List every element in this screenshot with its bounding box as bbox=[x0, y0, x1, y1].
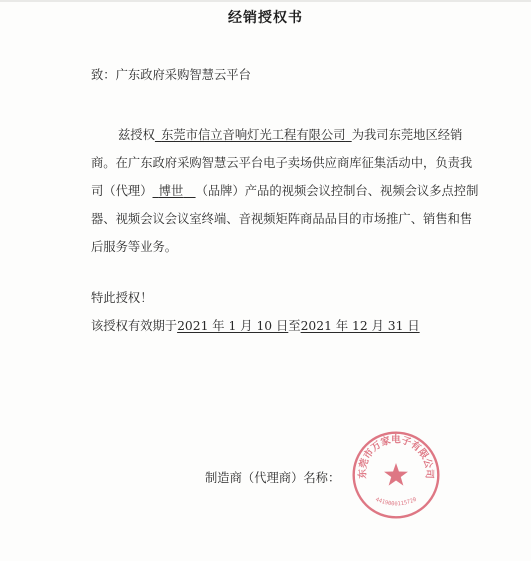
agent-prefix: 司（代理） bbox=[91, 184, 153, 198]
product-scope: （品牌）产品的视频会议控制台、视频会议多点控制 bbox=[195, 184, 479, 198]
grant-suffix: 为我司东莞地区经销 bbox=[351, 128, 463, 142]
recipient-line: 致：广东政府采购智慧云平台 bbox=[91, 68, 251, 82]
validity-line bbox=[91, 318, 420, 334]
paragraph-line-1 bbox=[118, 127, 462, 143]
closing-line: 特此授权！ bbox=[91, 291, 153, 305]
paragraph-line-5: 后服务等业务。 bbox=[91, 240, 178, 254]
authorized-company: 东莞市信立音响灯光工程有限公司 bbox=[161, 128, 346, 142]
seal-star-icon bbox=[384, 463, 408, 486]
signature-label: 制造商（代理商）名称： bbox=[205, 471, 341, 485]
company-seal bbox=[350, 429, 442, 521]
grant-prefix: 兹授权 bbox=[118, 128, 155, 142]
seal-ring-text: 东莞市万家电子有限公司 bbox=[357, 434, 435, 479]
paragraph-line-4: 器、视频会议会议室终端、音视频矩阵商品品目的市场推广、销售和售 bbox=[91, 212, 473, 226]
document-title: 经销授权书 bbox=[228, 10, 303, 26]
page-edge bbox=[0, 0, 531, 2]
paragraph-line-3 bbox=[91, 183, 478, 199]
validity-start-date: 2021 年 1 月 10 日 bbox=[177, 319, 289, 333]
validity-separator: 至 bbox=[288, 319, 301, 333]
paragraph-line-2: 商。在广东政府采购智慧云平台电子卖场供应商库征集活动中，负责我 bbox=[91, 156, 473, 170]
validity-prefix: 该授权有效期于 bbox=[91, 319, 178, 333]
validity-end-date: 2021 年 12 月 31 日 bbox=[300, 319, 420, 333]
brand-name: 博世 bbox=[158, 184, 184, 198]
seal-number: 4419000115720 bbox=[374, 496, 418, 508]
